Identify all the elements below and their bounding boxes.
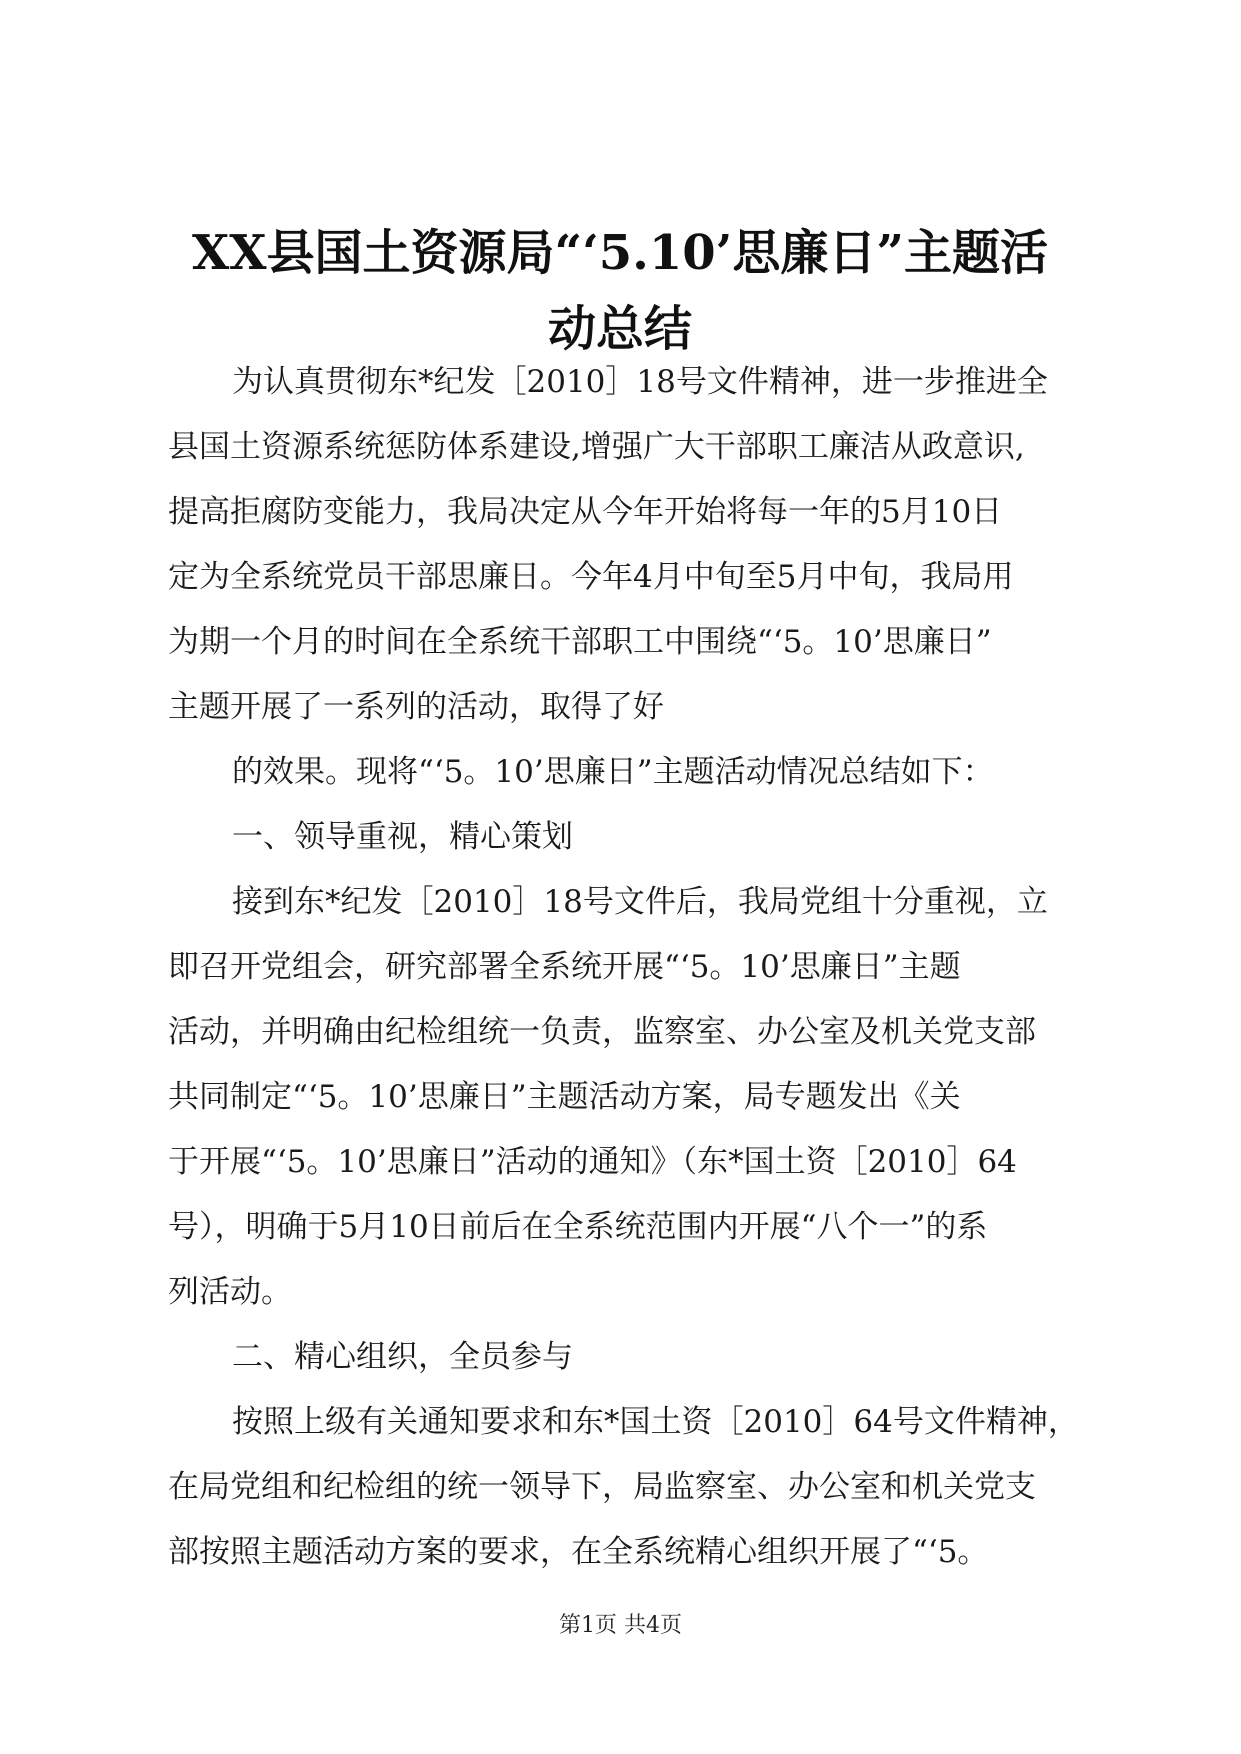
body-line: 活动，并明确由纪检组统一负责，监察室、办公室及机关党支部	[168, 1014, 1036, 1050]
document-body	[168, 350, 1088, 1585]
document-title	[150, 215, 1090, 367]
body-line: 提高拒腐防变能力，我局决定从今年开始将每一年的5月10日	[168, 494, 1003, 530]
body-line: 即召开党组会，研究部署全系统开展“‘5。10’思廉日”主题	[168, 949, 961, 985]
body-line: 于开展“‘5。10’思廉日”活动的通知》（东*国土资［2010］64	[168, 1144, 1017, 1180]
title-line: XX县国土资源局“‘5.10’思廉日”主题活	[191, 225, 1049, 281]
body-line: 部按照主题活动方案的要求，在全系统精心组织开展了“‘5。	[168, 1534, 989, 1570]
body-line: 的效果。现将“‘5。10’思廉日”主题活动情况总结如下：	[232, 754, 994, 790]
body-line: 定为全系统党员干部思廉日。今年4月中旬至5月中旬，我局用	[168, 559, 1014, 595]
body-line: 列活动。	[168, 1274, 292, 1310]
body-line: 共同制定“‘5。10’思廉日”主题活动方案，局专题发出《关	[168, 1079, 961, 1115]
body-line: 号），明确于5月10日前后在全系统范围内开展“八个一”的系	[168, 1209, 988, 1245]
body-line: 按照上级有关通知要求和东*国土资［2010］64号文件精神，	[232, 1404, 1079, 1440]
body-line: 接到东*纪发［2010］18号文件后，我局党组十分重视，立	[232, 884, 1048, 920]
body-line: 在局党组和纪检组的统一领导下，局监察室、办公室和机关党支	[168, 1469, 1036, 1505]
page-footer: 第1页 共4页	[559, 1613, 682, 1638]
body-line: 二、精心组织，全员参与	[232, 1339, 573, 1375]
title-line: 动总结	[547, 301, 692, 357]
body-line: 主题开展了一系列的活动，取得了好	[168, 689, 664, 725]
body-line: 为认真贯彻东*纪发［2010］18号文件精神，进一步推进全	[232, 364, 1048, 400]
body-line: 为期一个月的时间在全系统干部职工中围绕“‘5。10’思廉日”	[168, 624, 992, 660]
body-line: 县国土资源系统惩防体系建设,增强广大干部职工廉洁从政意识,	[168, 429, 1025, 465]
body-line: 一、领导重视，精心策划	[232, 819, 573, 855]
